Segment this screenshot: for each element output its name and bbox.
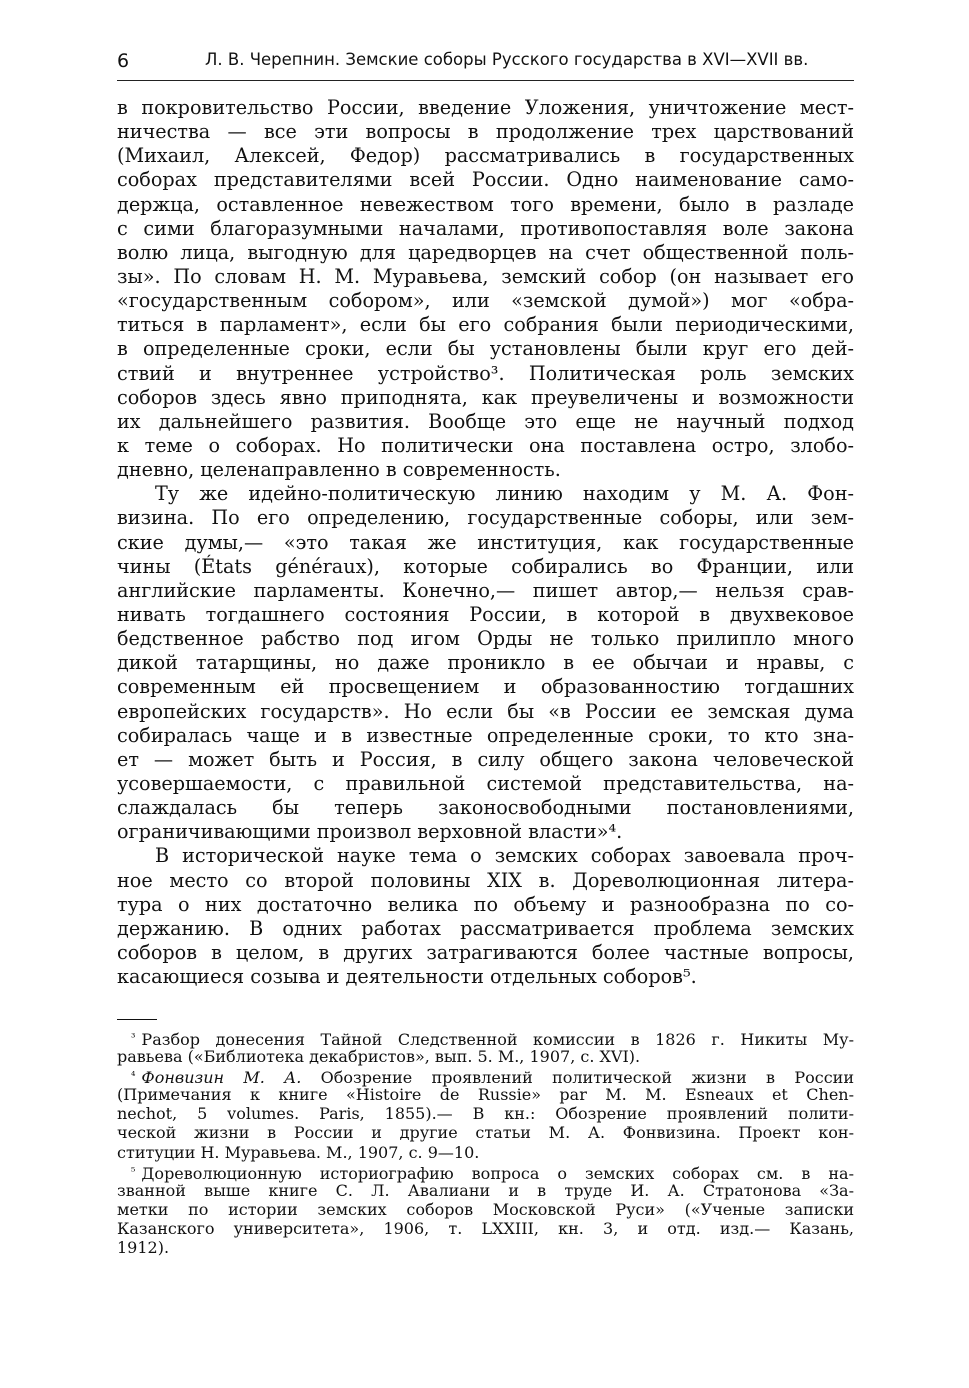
text-line: Ту же идейно-политическую линию находим у М. А. Фон- — [155, 482, 854, 506]
text-line: В исторической науке тема о земских соборах завоевала проч- — [155, 844, 854, 868]
footnote-line — [117, 1028, 854, 1047]
text-line: касающиеся созыва и деятельности отдельных соборов⁵. — [117, 965, 697, 989]
footnote-line: ституции Н. Муравьева. М., 1907, с. 9—10. — [117, 1142, 480, 1162]
text-line: ное место со второй половины XIX в. Дореволюционная литера- — [117, 868, 854, 892]
footnote-rule — [117, 1019, 157, 1020]
text-line: к теме о соборах. Но политически она поставлена остро, злобо- — [117, 433, 854, 457]
text-line: их дальнейшего развития. Вообще это еще не научный подход — [117, 409, 854, 433]
footnote-line — [117, 1066, 855, 1088]
text-line: держанию. В одних работах рассматривается проблема земских — [117, 916, 854, 940]
text-line: титься в парламент», если бы его собрания были периодическими, — [117, 313, 854, 337]
text-line: нивать тогдашнего состояния России, в которой в двухвековое — [117, 602, 854, 626]
footnote-line: nechot, 5 volumes. Paris, 1855).— В кн.: Обозрение проявлений полити- — [117, 1104, 854, 1124]
footnote-line: ческой жизни в России и другие статьи М. А. Фонвизина. Проект кон- — [117, 1123, 854, 1143]
text-line: усовершаемости, с правильной системой представительства, на- — [117, 771, 854, 795]
text-line: английские парламенты. Конечно,— пишет автор,— нельзя срав- — [117, 578, 854, 602]
footnote-line: метки по истории земских соборов Московской Руси» («Ученые записки — [117, 1199, 854, 1219]
text-line: визина. По его определению, государственные соборы, или зем- — [117, 506, 854, 530]
paragraph-1 — [117, 96, 854, 482]
footnote-number: ⁴ — [131, 1069, 136, 1083]
paragraph-3 — [117, 844, 854, 989]
text-line: ет — может быть и Россия, в силу общего закона человеческой — [117, 747, 854, 771]
running-head: Л. В. Черепнин. Земские соборы Русского государства в XVI—XVII вв. — [205, 50, 809, 69]
text-line: держца, оставленное невежеством того времени, было в разладе — [117, 192, 854, 216]
page-header — [117, 44, 854, 74]
text-line: в определенные сроки, если бы установлены были круг его дей- — [117, 337, 854, 361]
text-line: зы». По словам Н. М. Муравьева, земский собор (он называет его — [117, 264, 854, 288]
text-line: ограничивающими произвол верховной власти»⁴. — [117, 820, 623, 844]
text-line: современным ей просвещением и образованностию тогдашних — [117, 675, 854, 699]
footnotes — [117, 1028, 854, 1257]
text-line: соборов в целом, в других затрагиваются более частные вопросы, — [117, 940, 854, 964]
text-line: собиралась чаще и в известные определенные сроки, то кто зна- — [117, 723, 854, 747]
footnote-number: ³ — [131, 1031, 136, 1044]
footnote-line: Казанского университета», 1906, т. LXXIII, кн. 3, и отд. изд.— Казань, — [117, 1218, 854, 1238]
header-rule — [117, 80, 854, 81]
page-number: 6 — [117, 50, 130, 72]
paragraph-2 — [117, 482, 854, 844]
text-line: дневно, целенаправленно в современность. — [117, 458, 561, 482]
text-line: соборах представителями всей России. Одно наименование само- — [117, 168, 854, 192]
footnote-author: Фонвизин М. А. — [141, 1068, 302, 1088]
footnote-text: Обозрение проявлений политической жизни в России — [320, 1068, 855, 1088]
footnote-5 — [117, 1162, 854, 1257]
footnote-line: 1912). — [117, 1238, 170, 1258]
text-line: «государственным собором», или «земской думой») мог «обра- — [117, 289, 854, 313]
text-line: чины (États généraux), которые собирались во Франции, или — [117, 554, 854, 578]
text-line: ничества — все эти вопросы в продолжение трех царствований — [117, 120, 854, 144]
text-line: с сими благоразумными началами, противопоставляя воле закона — [117, 216, 854, 240]
main-text — [117, 96, 854, 989]
text-line: бедственное рабство под игом Орды не только прилипло много — [117, 627, 854, 651]
footnote-4 — [117, 1066, 854, 1161]
text-line: ствий и внутреннее устройство³. Политическая роль земских — [117, 361, 854, 385]
footnote-line: званной выше книге С. Л. Авалиани и в труде И. А. Стратонова «За- — [117, 1180, 854, 1200]
footnote-number: ⁵ — [131, 1164, 136, 1178]
text-line: европейских государств». Но если бы «в России ее земская дума — [117, 699, 854, 723]
text-line: слаждалась бы теперь законосвободными постановлениями, — [117, 796, 854, 820]
text-line: тура о них достаточно велика по объему и разнообразна по со- — [117, 892, 854, 916]
text-line: соборов здесь явно приподнята, как преувеличены и возможности — [117, 385, 854, 409]
footnote-3 — [117, 1028, 854, 1066]
text-line: в покровительство России, введение Уложения, уничтожение мест- — [117, 96, 854, 119]
text-line: дикой татарщины, но даже проникло в ее обычаи и нравы, с — [117, 651, 854, 675]
text-line: волю лица, выгодную для царедворцев на счет общественной поль- — [117, 240, 854, 264]
text-line: ские думы,— «это такая же институция, как государственные — [117, 530, 854, 554]
footnote-line: равьева («Библиотека декабристов», вып. 5. М., 1907, с. XVI). — [117, 1047, 641, 1067]
footnote-text: Дореволюционную историографию вопроса о земских соборах см. в на- — [141, 1163, 854, 1183]
text-line: (Михаил, Алексей, Федор) рассматривались в государственных — [117, 144, 854, 168]
footnote-text: Разбор донесения Тайной Следственной комиссии в 1826 г. Никиты Му- — [141, 1030, 854, 1049]
footnote-line — [117, 1162, 854, 1181]
footnote-line: (Примечания к книге «Histoire de Russie» par M. M. Esneaux et Chen- — [117, 1085, 854, 1105]
